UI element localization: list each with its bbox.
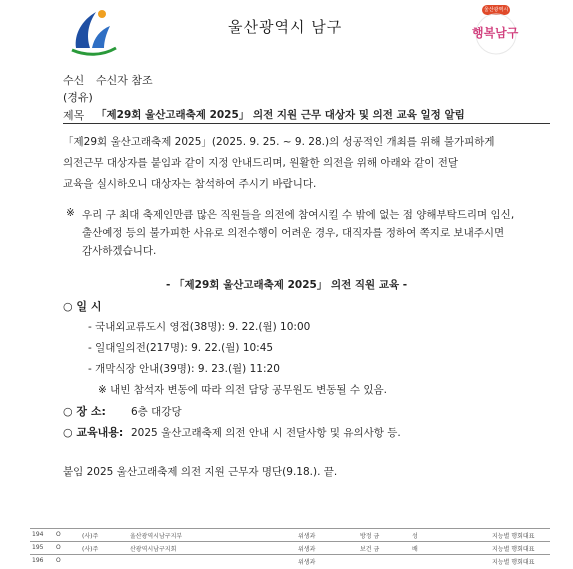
schedule-item-1: - 국내외교류도시 영접(38명): 9. 22.(월) 10:00 — [88, 321, 311, 333]
para1-line2: 의전근무 대상자를 붙임과 같이 지정 안내드리며, 원활한 의전을 위해 아래와 같이 전달 — [63, 157, 459, 169]
attachment-table-preview — [30, 528, 550, 569]
subject-value: 「제29회 울산고래축제 2025」 의전 지원 근무 대상자 및 의전 교육 일정 알림 — [96, 109, 465, 121]
recipient-value: 수신자 참조 — [96, 74, 153, 87]
slogan-text: 행복남구 — [472, 26, 519, 40]
table-row: 195 O (사)주 산광역시남구지회 위생과 보건 금 배 지능별 행회대표 — [32, 544, 535, 553]
note-mark: ※ — [66, 207, 75, 219]
namgu-emblem-icon — [62, 4, 122, 56]
subject-label: 제목 — [63, 109, 85, 122]
table-row: 196 O 위생과 지능별 행회대표 — [32, 557, 535, 566]
org-name: 울산광역시 남구 — [228, 18, 343, 36]
section-title: - 「제29회 울산고래축제 2025」 의전 직원 교육 - — [166, 279, 408, 291]
para1-line3: 교육을 실시하오니 대상자는 참석하여 주시기 바랍니다. — [63, 178, 317, 190]
para1-line1: 「제29회 울산고래축제 2025」(2025. 9. 25. ~ 9. 28.)의 성공적인 개최를 위해 불가피하게 — [63, 136, 495, 148]
header-divider — [63, 123, 550, 124]
schedule-item-3: - 개막식장 안내(39명): 9. 23.(월) 11:20 — [88, 363, 280, 375]
via-label: (경유) — [63, 91, 93, 104]
schedule-note: ※ 내빈 참석자 변동에 따라 의전 담당 공무원도 변동될 수 있음. — [98, 384, 387, 396]
recipient-label: 수신 — [63, 74, 85, 87]
note-line3: 감사하겠습니다. — [82, 245, 157, 257]
table-row: 194 O (사)주 울산광역시남구지부 위생과 방정 금 성 지능별 행회대표 — [32, 531, 535, 540]
place-value: 6층 대강당 — [131, 406, 182, 418]
haengbok-namgu-slogan-icon — [468, 4, 524, 56]
schedule-label: ○ 일 시 — [63, 300, 102, 313]
attachment-line: 붙임 2025 울산고래축제 의전 지원 근무자 명단(9.18.). 끝. — [63, 466, 338, 478]
schedule-item-2: - 일대일의전(217명): 9. 22.(월) 10:45 — [88, 342, 274, 354]
place-label: ○ 장 소: — [63, 405, 106, 418]
content-value: 2025 울산고래축제 의전 안내 시 전달사항 및 유의사항 등. — [131, 427, 401, 439]
note-line1: 우리 구 최대 축제인만큼 많은 직원들을 의전에 참여시킬 수 밖에 없는 점 양해부탁드리며 임신, — [82, 209, 515, 221]
slogan-top-label: 울산광역시 — [484, 7, 509, 13]
note-line2: 출산예정 등의 불가피한 사유로 의전수행이 어려운 경우, 대직자를 정하여 쪽지로 보내주시면 — [82, 227, 505, 239]
content-label: ○ 교육내용: — [63, 426, 124, 439]
